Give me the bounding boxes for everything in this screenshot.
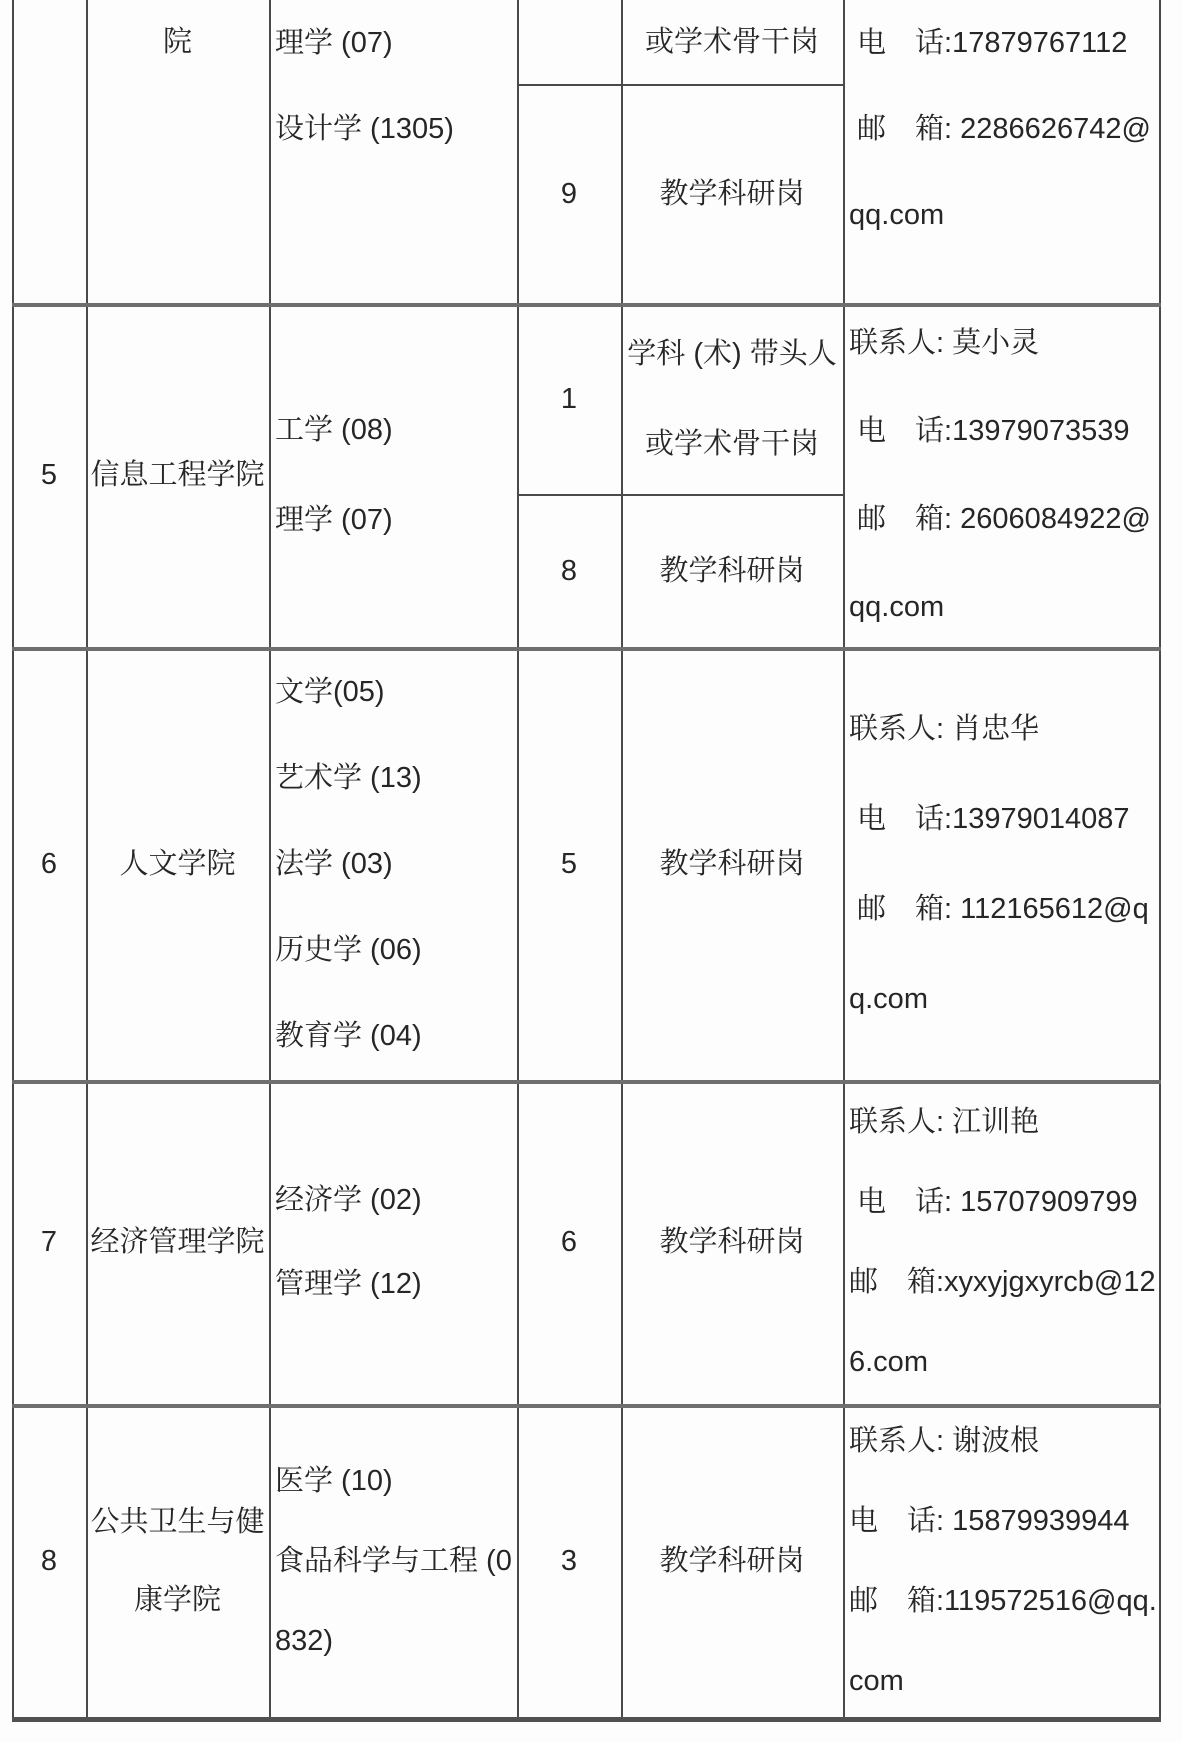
contact-email-wrap: q.com [849,982,928,1015]
row6-count-cell [517,647,621,1080]
contact-person: 联系人: 肖忠华 [849,712,1040,745]
row5-contact-cell [843,303,1159,647]
row4-college-cell [86,0,269,303]
post-type: 教学科研岗 [659,554,805,587]
row5-count2-cell [517,494,621,647]
row8-post-cell [621,1404,843,1717]
row5-college-cell [86,303,269,647]
college-name: 院 [162,26,192,58]
discipline-line: 艺术学 (13) [275,761,422,794]
row7-college-cell [86,1080,269,1404]
row4-majors-cell [269,0,517,303]
contact-email: 邮 箱:xyxyjgxyrcb@12 [849,1266,1156,1298]
college-name: 信息工程学院 [90,459,265,491]
row4-post2-cell [621,84,843,303]
discipline-line: 工学 (08) [275,414,393,446]
discipline-line: 医学 (10) [275,1464,393,1497]
row4-count2-cell [517,84,621,303]
position-count: 9 [560,177,578,210]
table-border-right [1159,0,1161,1720]
row8-contact-cell [843,1404,1159,1717]
contact-email: 邮 箱:119572516@qq. [849,1584,1157,1617]
row7-seq-cell [12,1080,86,1404]
post-type: 教学科研岗 [659,1544,805,1577]
contact-email-wrap: com [849,1664,904,1697]
row6-seq-cell [12,647,86,1080]
row5-count1-cell [517,303,621,494]
post-type: 或学术骨干岗 [644,26,819,58]
contact-email-wrap: qq.com [849,591,945,623]
contact-person: 联系人: 江训艳 [849,1106,1040,1138]
post-type: 或学术骨干岗 [644,427,819,460]
post-type: 学科 (术) 带头人 [627,337,837,370]
row5-majors-cell [269,303,517,647]
seq-number: 7 [40,1226,58,1258]
seq-number: 5 [40,459,58,491]
row4-post1-cell [621,0,843,84]
seq-number: 8 [40,1544,58,1577]
row7-post-cell [621,1080,843,1404]
discipline-line: 文学(05) [275,675,385,708]
discipline-line: 设计学 (1305) [275,113,454,145]
discipline-line: 食品科学与工程 (0 [275,1544,512,1577]
contact-email-wrap: qq.com [849,199,945,231]
discipline-line: 管理学 (12) [275,1268,422,1300]
seq-number: 6 [40,847,58,880]
discipline-line: 832) [275,1624,334,1657]
row6-majors-cell [269,647,517,1080]
row6-college-cell [86,647,269,1080]
contact-person: 联系人: 谢波根 [849,1424,1040,1457]
row5-seq-cell [12,303,86,647]
college-name: 康学院 [133,1583,221,1616]
discipline-line: 理学 (07) [275,504,393,536]
contact-phone: 电 话: 15879939944 [849,1504,1130,1537]
row8-seq-cell [12,1404,86,1717]
row7-contact-cell [843,1080,1159,1404]
row5-post2-cell [621,494,843,647]
row5-post1-cell [621,303,843,494]
college-name: 人文学院 [119,847,236,880]
row8-majors-cell [269,1404,517,1717]
post-type: 教学科研岗 [659,847,805,880]
position-count: 6 [560,1226,578,1258]
contact-phone: 电 话: 15707909799 [849,1186,1138,1218]
row4-contact-cell [843,0,1159,303]
discipline-line: 理学 (07) [275,27,393,59]
row8-college-cell [86,1404,269,1717]
college-name: 公共卫生与健 [90,1505,265,1538]
contact-person: 联系人: 莫小灵 [849,327,1040,359]
discipline-line: 经济学 (02) [275,1184,422,1216]
contact-phone: 电 话:17879767112 [849,27,1128,59]
discipline-line: 法学 (03) [275,847,393,880]
contact-phone: 电 话:13979073539 [849,415,1130,447]
contact-email-wrap: 6.com [849,1346,928,1378]
row7-count-cell [517,1080,621,1404]
position-count: 8 [560,554,578,587]
discipline-line: 教育学 (04) [275,1019,422,1052]
row6-contact-cell [843,647,1159,1080]
position-count: 3 [560,1544,578,1577]
college-name: 经济管理学院 [90,1226,265,1258]
position-count: 5 [560,847,578,880]
row6-post-cell [621,647,843,1080]
contact-email: 邮 箱: 2286626742@ [849,113,1151,145]
post-type: 教学科研岗 [659,177,805,210]
contact-phone: 电 话:13979014087 [849,802,1130,835]
position-count: 1 [560,382,578,415]
table-border-bottom [12,1717,1161,1722]
discipline-line: 历史学 (06) [275,933,422,966]
row7-majors-cell [269,1080,517,1404]
contact-email: 邮 箱: 112165612@q [849,892,1149,925]
contact-email: 邮 箱: 2606084922@ [849,503,1151,535]
row8-count-cell [517,1404,621,1717]
post-type: 教学科研岗 [659,1226,805,1258]
